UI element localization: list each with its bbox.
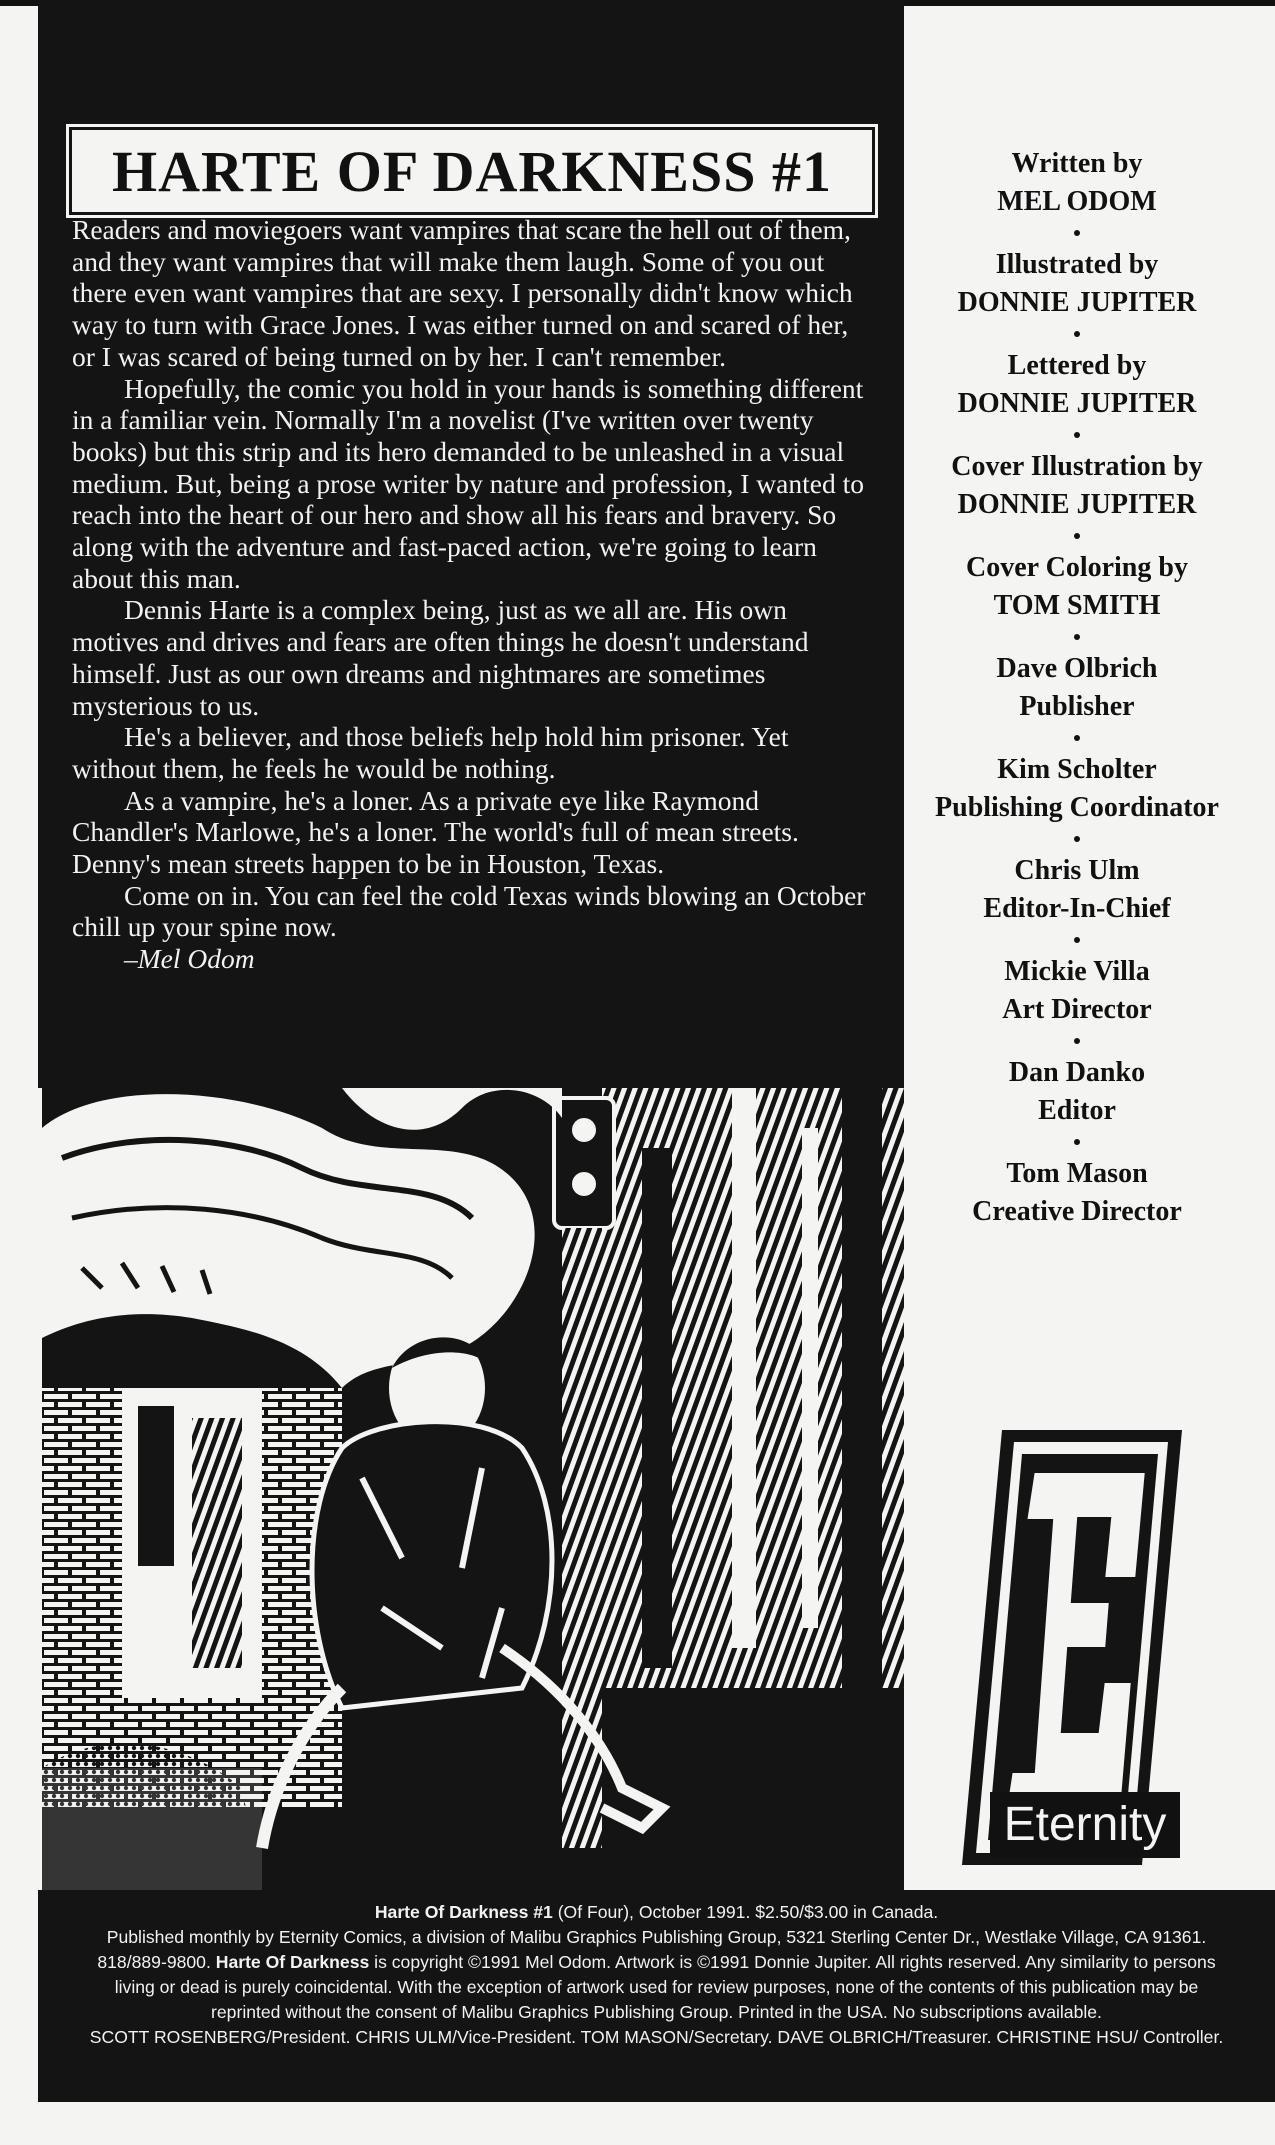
separator-dot	[1074, 937, 1080, 943]
logo-wordmark: Eternity	[990, 1792, 1180, 1858]
credit-name: DONNIE JUPITER	[957, 489, 1197, 520]
credit-person: Tom Mason	[1006, 1158, 1148, 1189]
credit-name: TOM SMITH	[993, 590, 1161, 621]
separator-dot	[1074, 331, 1080, 337]
article-paragraph: Readers and moviegoers want vampires that scare the hell out of them, and they want vampires that will make them laugh. Some of you out there even want vampires that are sexy. I personally didn't know which way to turn with Grace Jones. I was either turned on and scared of her, or I was scared of being turned on by her. I can't remember.	[72, 214, 853, 372]
copyright-notice: is copyright ©1991 Mel Odom. Artwork is ©1991 Donnie Jupiter. All rights reserved. Any similarity to persons living or dead is purely coincidental. With the exception of artwork used for review purposes, none of the contents of this publication may be reprinted without the consent of Malibu Graphics Publishing Group. Printed in the USA. No subscriptions available.	[114, 1952, 1216, 2022]
separator-dot	[1074, 432, 1080, 438]
staff-list: SCOTT ROSENBERG/President. CHRIS ULM/Vice-President. TOM MASON/Secretary. DAVE OLBRICH/Treasurer. CHRISTINE HSU/ Controller.	[89, 2027, 1224, 2047]
publication-notice	[78, 1925, 1235, 2025]
credit-title: Art Director	[1002, 994, 1152, 1025]
credit-title: Editor	[1038, 1095, 1116, 1126]
article-paragraph: Come on in. You can feel the cold Texas winds blowing an October chill up your spine now.	[72, 879, 866, 943]
credit-editor	[912, 1054, 1242, 1130]
separator-dot	[1074, 735, 1080, 741]
credit-title: Creative Director	[972, 1196, 1182, 1227]
separator-dot	[1074, 230, 1080, 236]
author-signature: –Mel Odom	[124, 943, 255, 975]
article-paragraph: As a vampire, he's a loner. As a private eye like Raymond Chandler's Marlowe, he's a loner. The world's full of mean streets. Denny's mean streets happen to be in Houston, Texas.	[72, 784, 799, 880]
issue-title: Harte Of Darkness #1	[374, 1902, 553, 1922]
credit-publisher	[912, 650, 1242, 726]
separator-dot	[1074, 1038, 1080, 1044]
credit-role: Cover Coloring by	[966, 552, 1188, 583]
indicia-footer	[38, 1890, 1275, 2102]
credits-column	[912, 145, 1242, 1231]
credit-role: Written by	[1011, 148, 1143, 179]
credit-person: Kim Scholter	[997, 754, 1157, 785]
issue-details: (Of Four), October 1991. $2.50/$3.00 in Canada.	[552, 1902, 939, 1922]
credit-publishing-coordinator	[912, 751, 1242, 827]
credit-name: DONNIE JUPITER	[957, 287, 1197, 318]
credit-cover-coloring	[912, 549, 1242, 625]
issue-line	[78, 1900, 1235, 1925]
credit-person: Dave Olbrich	[996, 653, 1158, 684]
editorial-article	[72, 214, 872, 975]
credit-editor-in-chief	[912, 852, 1242, 928]
article-paragraph: Dennis Harte is a complex being, just as we all are. His own motives and drives and fears are often things he doesn't understand himself. Just as our own dreams and nightmares are sometimes mysterious to us.	[72, 594, 809, 721]
copyright-title: Harte Of Darkness	[215, 1952, 370, 1972]
page-title: HARTE OF DARKNESS #1	[112, 138, 832, 204]
article-paragraph: He's a believer, and those beliefs help hold him prisoner. Yet without them, he feels he would be nothing.	[72, 721, 789, 784]
article-paragraph: Hopefully, the comic you hold in your hands is something different in a familiar vein. Normally I'm a novelist (I've written over twenty books) but this strip and its hero demanded to be unleashed in a visual medium. But, being a prose writer by nature and profession, I wanted to reach into the heart of our hero and show all his fears and bravery. So along with the adventure and fast-paced action, we're going to learn about this man.	[72, 372, 864, 594]
publisher-info: Published monthly by Eternity Comics, a division of Malibu Graphics Publishing Group, 5321 Sterling Center Dr., Westlake Village, CA 91361. 818/889-9800.	[97, 1927, 1207, 1972]
illustration-art	[42, 1088, 904, 1890]
separator-dot	[1074, 836, 1080, 842]
credit-person: Chris Ulm	[1014, 855, 1140, 886]
credit-name: DONNIE JUPITER	[957, 388, 1197, 419]
credit-role: Illustrated by	[995, 249, 1159, 280]
title-box	[72, 130, 872, 212]
credit-writer	[912, 145, 1242, 221]
credit-art-director	[912, 953, 1242, 1029]
credit-role: Cover Illustration by	[951, 451, 1203, 482]
credit-letterer	[912, 347, 1242, 423]
credit-person: Mickie Villa	[1004, 956, 1150, 987]
credit-name: MEL ODOM	[997, 186, 1157, 217]
credit-cover-illustration	[912, 448, 1242, 524]
credit-person: Dan Danko	[1008, 1057, 1146, 1088]
credit-title: Publisher	[1019, 691, 1135, 722]
credit-role: Lettered by	[1007, 350, 1147, 381]
separator-dot	[1074, 1139, 1080, 1145]
vampire-illustration	[42, 1088, 904, 1890]
credit-title: Editor-In-Chief	[983, 893, 1171, 924]
separator-dot	[1074, 634, 1080, 640]
credit-title: Publishing Coordinator	[935, 792, 1219, 823]
credit-illustrator	[912, 246, 1242, 322]
credit-creative-director	[912, 1155, 1242, 1231]
separator-dot	[1074, 533, 1080, 539]
